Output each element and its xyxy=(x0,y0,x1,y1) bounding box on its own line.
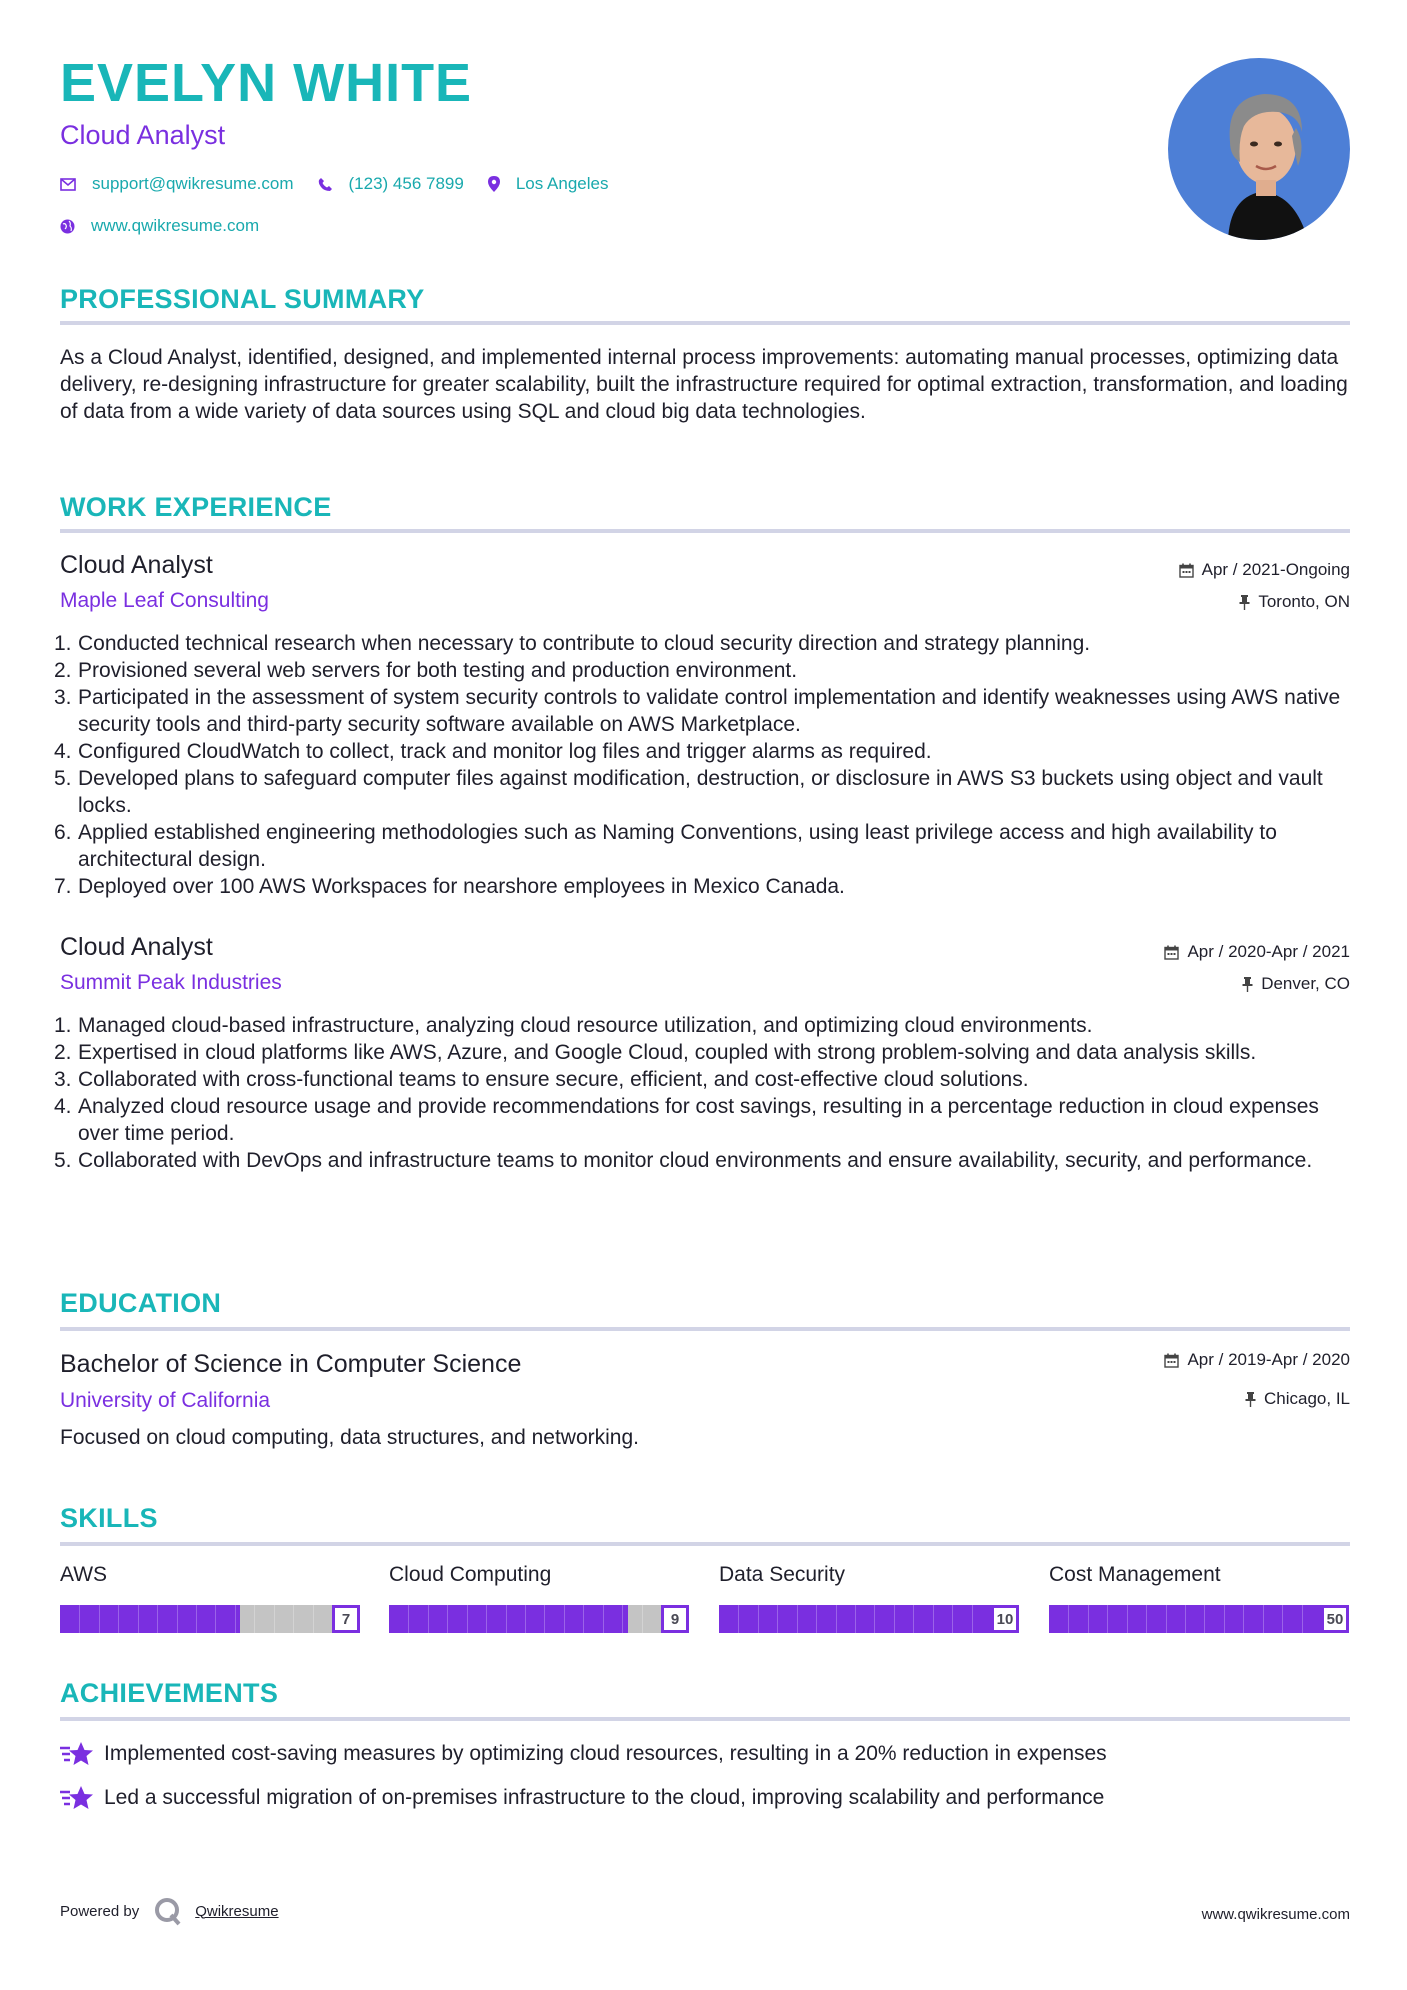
skill-bar-segment-divider xyxy=(118,1605,119,1633)
skill-value-badge: 9 xyxy=(661,1605,689,1633)
skill-bar-segment-divider xyxy=(1263,1605,1264,1633)
skill-bar-segment-divider xyxy=(1107,1605,1108,1633)
skill-bar-segment-divider xyxy=(1088,1605,1089,1633)
school-name: University of California xyxy=(60,1389,271,1412)
skill-bar-segment-divider xyxy=(274,1605,275,1633)
skill-bar-segment-divider xyxy=(1146,1605,1147,1633)
list-item: 2. Expertised in cloud platforms like AWS, Azure, and Google Cloud, coupled with strong problem-solving and data analysis skills. xyxy=(54,1041,1257,1064)
list-item: 4. Configured CloudWatch to collect, track and monitor log files and trigger alarms as required. xyxy=(54,740,932,763)
job-responsibilities xyxy=(54,630,1350,900)
job-responsibilities xyxy=(54,1012,1350,1174)
skill-bar-segment-divider xyxy=(157,1605,158,1633)
degree-title: Bachelor of Science in Computer Science xyxy=(60,1350,522,1378)
star-icon xyxy=(60,1784,94,1812)
section-title-achievements: ACHIEVEMENTS xyxy=(60,1678,279,1708)
list-item: 5. Developed plans to safeguard computer files against modification, destruction, or disclosure in AWS S3 buckets using object and vault locks. xyxy=(54,767,1323,817)
candidate-name: EVELYN WHITE xyxy=(60,53,473,113)
skill-bar-filled xyxy=(389,1605,628,1633)
skill-bar-segment-divider xyxy=(855,1605,856,1633)
skill-bar-segment-divider xyxy=(525,1605,526,1633)
summary-text: As a Cloud Analyst, identified, designed, and implemented internal process improvements: automating manual processes, optimizing data delivery, re-designing infrastructure for greater scalability, built the infrastructure required for optimal extraction, transformation, and loading of data from a wide variety of data sources using SQL and cloud big data technologies. xyxy=(60,346,1348,423)
skill-bar-segment-divider xyxy=(293,1605,294,1633)
job-title: Cloud Analyst xyxy=(60,551,213,579)
job-location-text: Denver, CO xyxy=(1261,974,1350,993)
globe-icon xyxy=(60,219,75,234)
skill-bar-segment-divider xyxy=(913,1605,914,1633)
job-date-text: Apr / 2020-Apr / 2021 xyxy=(1187,942,1350,961)
skill-bar-segment-divider xyxy=(622,1605,623,1633)
skill-bar-segment-divider xyxy=(254,1605,255,1633)
calendar-icon xyxy=(1164,945,1179,960)
skill-bar-segment-divider xyxy=(816,1605,817,1633)
job-company: Summit Peak Industries xyxy=(60,971,282,994)
achievement-text: Implemented cost-saving measures by optimizing cloud resources, resulting in a 20% reduction in expenses xyxy=(104,1742,1107,1765)
education-location xyxy=(1245,1389,1350,1409)
skill-name: AWS xyxy=(60,1563,108,1586)
contact-row-primary xyxy=(60,174,632,194)
skill-bar-segment-divider xyxy=(428,1605,429,1633)
list-item: 3. Collaborated with cross-functional teams to ensure secure, efficient, and cost-effective cloud solutions. xyxy=(54,1068,1029,1091)
job-location xyxy=(1242,974,1350,994)
email-link[interactable]: support@qwikresume.com xyxy=(92,174,294,193)
skill-value-badge: 10 xyxy=(991,1605,1019,1633)
pushpin-icon xyxy=(1242,977,1253,992)
skill-bar-segment-divider xyxy=(1282,1605,1283,1633)
list-item: 3. Participated in the assessment of system security controls to validate control implementation and identify weaknesses using AWS native security tools and third-party security software available on AWS Marketplace. xyxy=(54,686,1341,736)
skill-bar-segment-divider xyxy=(933,1605,934,1633)
education-location-text: Chicago, IL xyxy=(1264,1389,1350,1408)
list-item: 7. Deployed over 100 AWS Workspaces for nearshore employees in Mexico Canada. xyxy=(54,875,845,898)
skill-bar-segment-divider xyxy=(408,1605,409,1633)
candidate-role: Cloud Analyst xyxy=(60,120,226,150)
skill-bar-segment-divider xyxy=(874,1605,875,1633)
skill-bar-segment-divider xyxy=(952,1605,953,1633)
skill-bar-segment-divider xyxy=(1243,1605,1244,1633)
skill-bar-segment-divider xyxy=(583,1605,584,1633)
job-title: Cloud Analyst xyxy=(60,933,213,961)
skill-bar-segment-divider xyxy=(99,1605,100,1633)
skill-cloud-computing xyxy=(389,1563,689,1633)
skill-bar xyxy=(1049,1605,1349,1633)
section-divider xyxy=(60,529,1350,533)
skill-bar-segment-divider xyxy=(215,1605,216,1633)
skill-value-badge: 7 xyxy=(332,1605,360,1633)
skill-bar-segment-divider xyxy=(564,1605,565,1633)
star-icon xyxy=(60,1740,94,1768)
skill-cost-management xyxy=(1049,1563,1349,1633)
skill-bar-segment-divider xyxy=(1127,1605,1128,1633)
section-divider xyxy=(60,321,1350,325)
skill-data-security xyxy=(719,1563,1019,1633)
pushpin-icon xyxy=(1239,595,1250,610)
skill-name: Cost Management xyxy=(1049,1563,1221,1586)
list-item: 2. Provisioned several web servers for both testing and production environment. xyxy=(54,659,798,682)
phone-icon xyxy=(318,177,333,192)
skill-bar-segment-divider xyxy=(777,1605,778,1633)
skill-bar-segment-divider xyxy=(758,1605,759,1633)
skill-bar-segment-divider xyxy=(1068,1605,1069,1633)
skill-bar-segment-divider xyxy=(972,1605,973,1633)
skill-bar-segment-divider xyxy=(544,1605,545,1633)
footer-powered-by xyxy=(60,1896,279,1926)
list-item: 5. Collaborated with DevOps and infrastructure teams to monitor cloud environments and ensure availability, security, and performance. xyxy=(54,1149,1313,1172)
phone-number[interactable]: (123) 456 7899 xyxy=(348,174,464,193)
skill-bar-segment-divider xyxy=(486,1605,487,1633)
skill-bar xyxy=(719,1605,1019,1633)
job-date-text: Apr / 2021-Ongoing xyxy=(1201,560,1350,579)
brand-link[interactable]: Qwikresume xyxy=(195,1902,279,1920)
skill-bar-segment-divider xyxy=(1302,1605,1303,1633)
job-location-text: Toronto, ON xyxy=(1258,592,1350,611)
skill-bar-filled xyxy=(60,1605,240,1633)
skill-name: Cloud Computing xyxy=(389,1563,552,1586)
pushpin-icon xyxy=(1245,1392,1256,1407)
skill-bar-segment-divider xyxy=(894,1605,895,1633)
achievement-text: Led a successful migration of on-premises infrastructure to the cloud, improving scalability and performance xyxy=(104,1786,1105,1809)
skill-bar-empty xyxy=(628,1605,661,1633)
footer-website[interactable]: www.qwikresume.com xyxy=(1201,1906,1350,1923)
list-item: 1. Conducted technical research when necessary to contribute to cloud security direction and strategy planning. xyxy=(54,632,1091,655)
envelope-icon xyxy=(60,178,76,191)
skill-bar-segment-divider xyxy=(467,1605,468,1633)
skill-bar-segment-divider xyxy=(235,1605,236,1633)
skill-bar-segment-divider xyxy=(196,1605,197,1633)
skill-bar-segment-divider xyxy=(1224,1605,1225,1633)
skill-bar-segment-divider xyxy=(447,1605,448,1633)
contact-row-secondary xyxy=(60,216,283,236)
achievement-item xyxy=(60,1784,1104,1812)
skill-bar-segment-divider xyxy=(1204,1605,1205,1633)
list-item: 1. Managed cloud-based infrastructure, analyzing cloud resource utilization, and optimizing cloud environments. xyxy=(54,1014,1093,1037)
skill-bar-segment-divider xyxy=(138,1605,139,1633)
skill-bar xyxy=(389,1605,689,1633)
education-date-text: Apr / 2019-Apr / 2020 xyxy=(1187,1350,1350,1369)
achievement-item xyxy=(60,1740,1107,1768)
education-date xyxy=(1164,1350,1350,1370)
job-location xyxy=(1239,592,1350,612)
skill-value-badge: 50 xyxy=(1321,1605,1349,1633)
powered-by-label: Powered by xyxy=(60,1902,140,1920)
section-title-experience: WORK EXPERIENCE xyxy=(60,492,332,522)
section-title-summary: PROFESSIONAL SUMMARY xyxy=(60,284,425,314)
calendar-icon xyxy=(1179,563,1194,578)
section-title-skills: SKILLS xyxy=(60,1503,158,1533)
qwikresume-logo-icon xyxy=(153,1896,183,1926)
skill-bar-segment-divider xyxy=(313,1605,314,1633)
section-divider xyxy=(60,1542,1350,1546)
list-item: 4. Analyzed cloud resource usage and provide recommendations for cost savings, resulting in a percentage reduction in cloud expenses over time period. xyxy=(54,1095,1319,1145)
skill-bar-segment-divider xyxy=(797,1605,798,1633)
job-date xyxy=(1179,560,1350,580)
skill-bar-segment-divider xyxy=(506,1605,507,1633)
skill-bar-segment-divider xyxy=(79,1605,80,1633)
skill-name: Data Security xyxy=(719,1563,846,1586)
section-title-education: EDUCATION xyxy=(60,1288,222,1318)
skill-bar-segment-divider xyxy=(1166,1605,1167,1633)
list-item: 6. Applied established engineering methodologies such as Naming Conventions, using least privilege access and high availability to architectural design. xyxy=(54,821,1277,871)
skill-aws xyxy=(60,1563,360,1633)
calendar-icon xyxy=(1164,1353,1179,1368)
skill-bar xyxy=(60,1605,360,1633)
skill-bar-segment-divider xyxy=(1185,1605,1186,1633)
education-description: Focused on cloud computing, data structures, and networking. xyxy=(60,1426,639,1449)
location-text: Los Angeles xyxy=(515,174,609,193)
job-company: Maple Leaf Consulting xyxy=(60,589,269,612)
map-pin-icon xyxy=(488,176,500,192)
profile-photo xyxy=(1168,58,1350,240)
skill-bar-segment-divider xyxy=(738,1605,739,1633)
job-date xyxy=(1164,942,1350,962)
website-link[interactable]: www.qwikresume.com xyxy=(91,216,260,235)
skill-bar-segment-divider xyxy=(642,1605,643,1633)
skill-bar-segment-divider xyxy=(836,1605,837,1633)
section-divider xyxy=(60,1327,1350,1331)
section-divider xyxy=(60,1717,1350,1721)
skill-bar-segment-divider xyxy=(177,1605,178,1633)
skill-bar-segment-divider xyxy=(603,1605,604,1633)
